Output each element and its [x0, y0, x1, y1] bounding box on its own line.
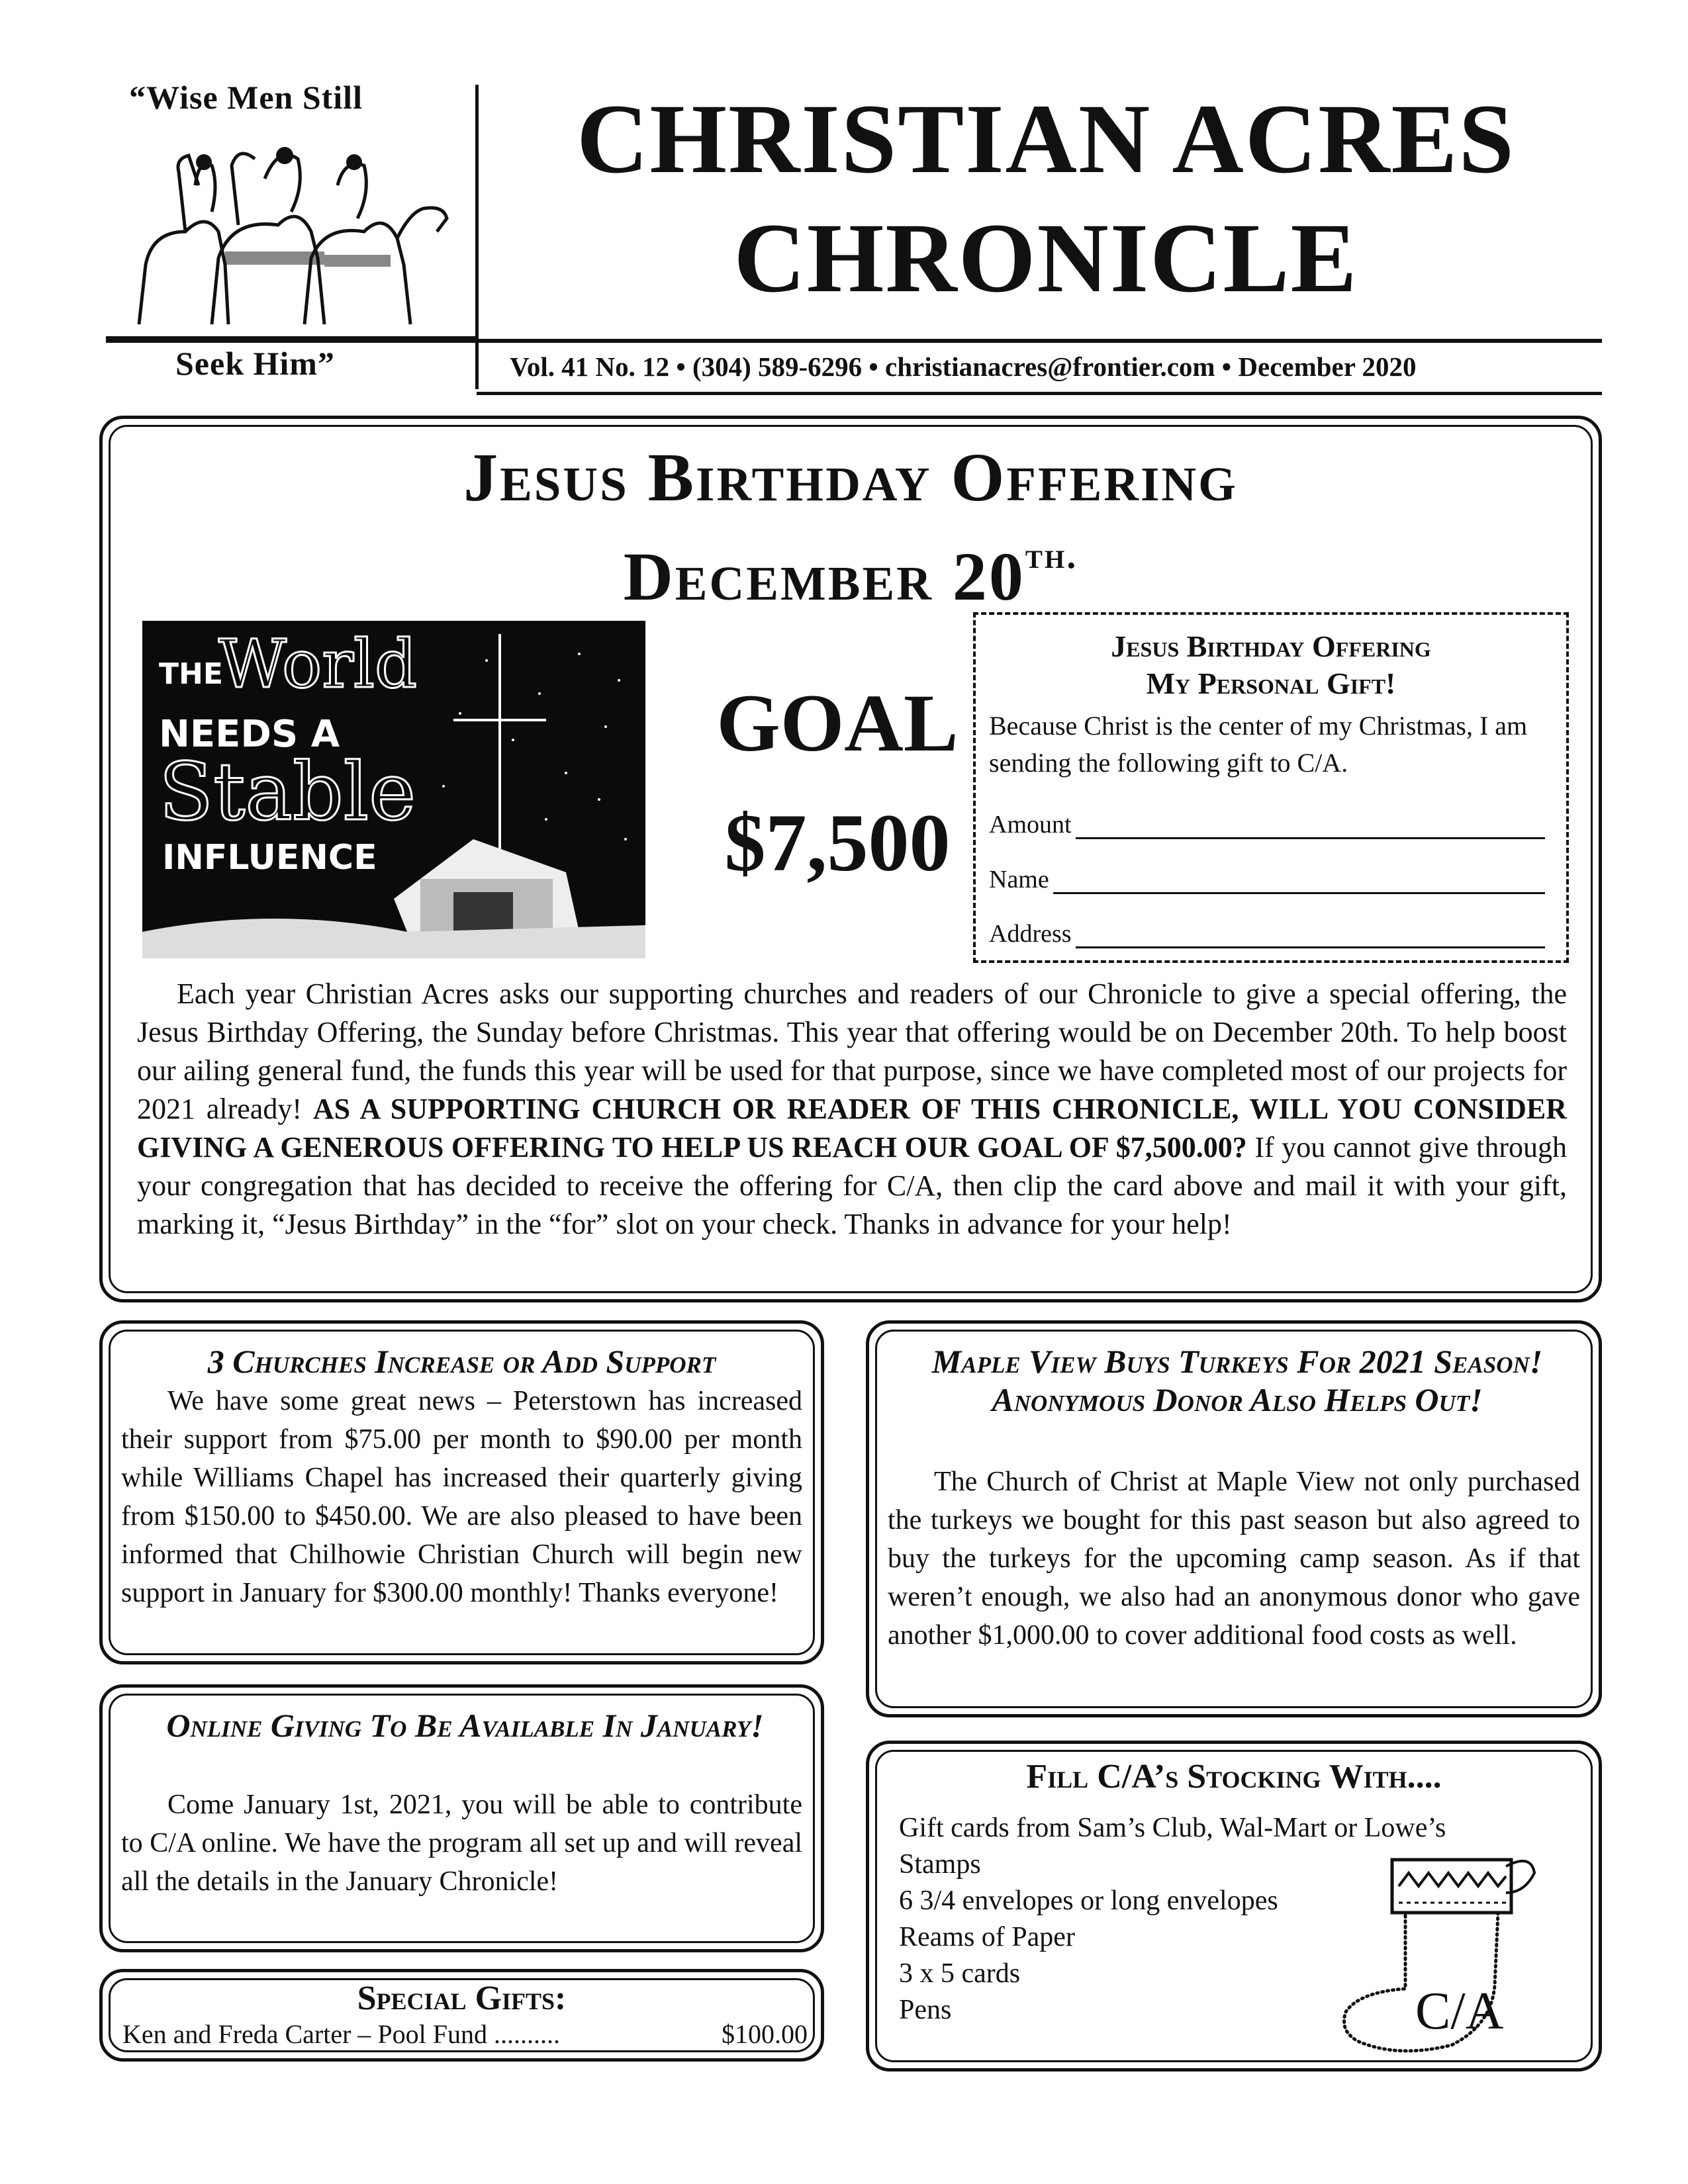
list-item: 6 3/4 envelopes or long envelopes — [899, 1886, 1278, 1916]
online-body: Come January 1st, 2021, you will be able to contribute to C/A online. We have the program all set up and will reveal all the details in the January Chronicle! — [121, 1790, 802, 1897]
list-item: Reams of Paper — [899, 1922, 1075, 1952]
image-word-stable: Stable — [159, 747, 416, 839]
image-word-world: World — [218, 625, 417, 703]
image-word-the: THE — [159, 657, 223, 691]
wise-men-camels-illustration — [126, 132, 457, 331]
stocking-label: C/A — [1415, 1982, 1504, 2040]
personal-gift-card — [973, 612, 1569, 963]
card-title — [976, 628, 1566, 702]
motto-bottom: Seek Him” — [175, 345, 335, 382]
churches-support-box — [99, 1320, 824, 1664]
card-text: Because Christ is the center of my Christmas, I am sending the following gift to C/A. — [989, 711, 1528, 778]
title-rule — [106, 339, 1602, 343]
amount-line — [1076, 817, 1545, 839]
name-field[interactable] — [989, 865, 1545, 894]
address-line — [1076, 927, 1545, 948]
offering-date: December 20 — [623, 539, 1025, 615]
online-giving-box — [99, 1684, 824, 1952]
issue-rule — [477, 392, 1602, 395]
stocking-title: Fill C/A’s Stocking With.... — [1026, 1758, 1442, 1796]
offering-body-bold: AS A SUPPORTING CHURCH OR READER OF THIS CHRONICLE, WILL YOU CONSIDER GIVING A GENEROUS OFFERING TO HELP US REACH OUR GOAL OF $7,500.00? — [137, 1093, 1567, 1163]
gifts-title: Special Gifts: — [357, 1979, 567, 2017]
amount-label: Amount — [989, 811, 1072, 839]
churches-title: 3 Churches Increase or Add Support — [207, 1343, 716, 1380]
offering-body — [137, 975, 1567, 1244]
image-word-influence: INFLUENCE — [162, 838, 377, 878]
name-line — [1053, 872, 1545, 894]
list-item: 3 x 5 cards — [899, 1958, 1021, 1989]
motto-top: “Wise Men Still — [129, 79, 363, 116]
title-line-2: CHRONICLE — [733, 203, 1358, 313]
name-label: Name — [989, 866, 1049, 893]
offering-heading-line-1: Jesus Birthday Offering — [463, 439, 1238, 516]
issue-info: Vol. 41 No. 12 • (304) 589-6296 • christianacres@frontier.com • December 2020 — [510, 351, 1417, 382]
gift-entry-label: Ken and Freda Carter – Pool Fund .......... — [122, 2019, 561, 2049]
gift-entry — [122, 2019, 808, 2050]
offering-body-part-2: If you cannot give through your congregation that has decided to receive the offering for C/A, then clip the card above and mail it with your gift, marking it, “Jesus Birthday” in the “for” slot on your check. Thanks in advance for your help! — [137, 1131, 1568, 1240]
offering-heading-line-2 — [103, 517, 1599, 616]
card-title-line-1: Jesus Birthday Offering — [1111, 629, 1431, 663]
card-title-line-2: My Personal Gift! — [1146, 666, 1396, 700]
online-title: Online Giving To Be Available In January! — [166, 1707, 764, 1744]
stable-influence-image — [142, 621, 645, 958]
list-item: Stamps — [899, 1849, 981, 1880]
stocking-box — [866, 1741, 1602, 2071]
newsletter-title — [490, 79, 1602, 318]
offering-body-part-1: Each year Christian Acres asks our supporting churches and readers of our Chronicle to give a special offering, the Jesus Birthday Offering, the Sunday before Christmas. This year that offering would be on December 20th. To help boost our ailing general fund, the funds this year will be used for that purpose, since we have completed most of our projects for 2021 already! — [137, 978, 1567, 1125]
special-gifts-box — [99, 1969, 824, 2062]
christmas-stocking-icon — [1333, 1853, 1544, 2058]
address-label: Address — [989, 920, 1072, 948]
maple-title: Maple View Buys Turkeys For 2021 Season! Anonymous Donor Also Helps Out! — [931, 1343, 1543, 1418]
list-item: Gift cards from Sam’s Club, Wal-Mart or Lowe’s — [899, 1813, 1446, 1843]
masthead-vertical-rule — [475, 85, 479, 389]
list-item: Pens — [899, 1995, 952, 2025]
nativity-illustration — [142, 621, 645, 958]
address-field[interactable] — [989, 919, 1545, 948]
offering-date-suffix: th. — [1025, 535, 1078, 576]
maple-view-box — [866, 1320, 1602, 1717]
goal-amount: $7,500 — [724, 797, 951, 888]
title-line-1: CHRISTIAN ACRES — [577, 84, 1515, 194]
churches-body: We have some great news – Peterstown has increased their support from $75.00 per month to $90.00 per month while Williams Chapel has increased their quarterly giving from $150.00 to $450.00. We are also pleased to have been informed that Chilhowie Christian Church will begin new support in January for $300.00 monthly! Thanks everyone! — [121, 1386, 802, 1608]
offering-heading — [103, 439, 1599, 616]
birthday-offering-box — [99, 416, 1602, 1302]
maple-body: The Church of Christ at Maple View not only purchased the turkeys we bought for this past season but also agreed to buy the turkeys for the upcoming camp season. As if that weren’t enough, we also had an anonymous donor who gave another $1,000.00 to cover additional food costs as well. — [888, 1467, 1580, 1651]
image-word-needs-a: NEEDS A — [159, 713, 340, 756]
amount-field[interactable] — [989, 810, 1545, 839]
goal-label: GOAL — [716, 678, 959, 768]
gift-entry-amount: $100.00 — [722, 2019, 808, 2049]
